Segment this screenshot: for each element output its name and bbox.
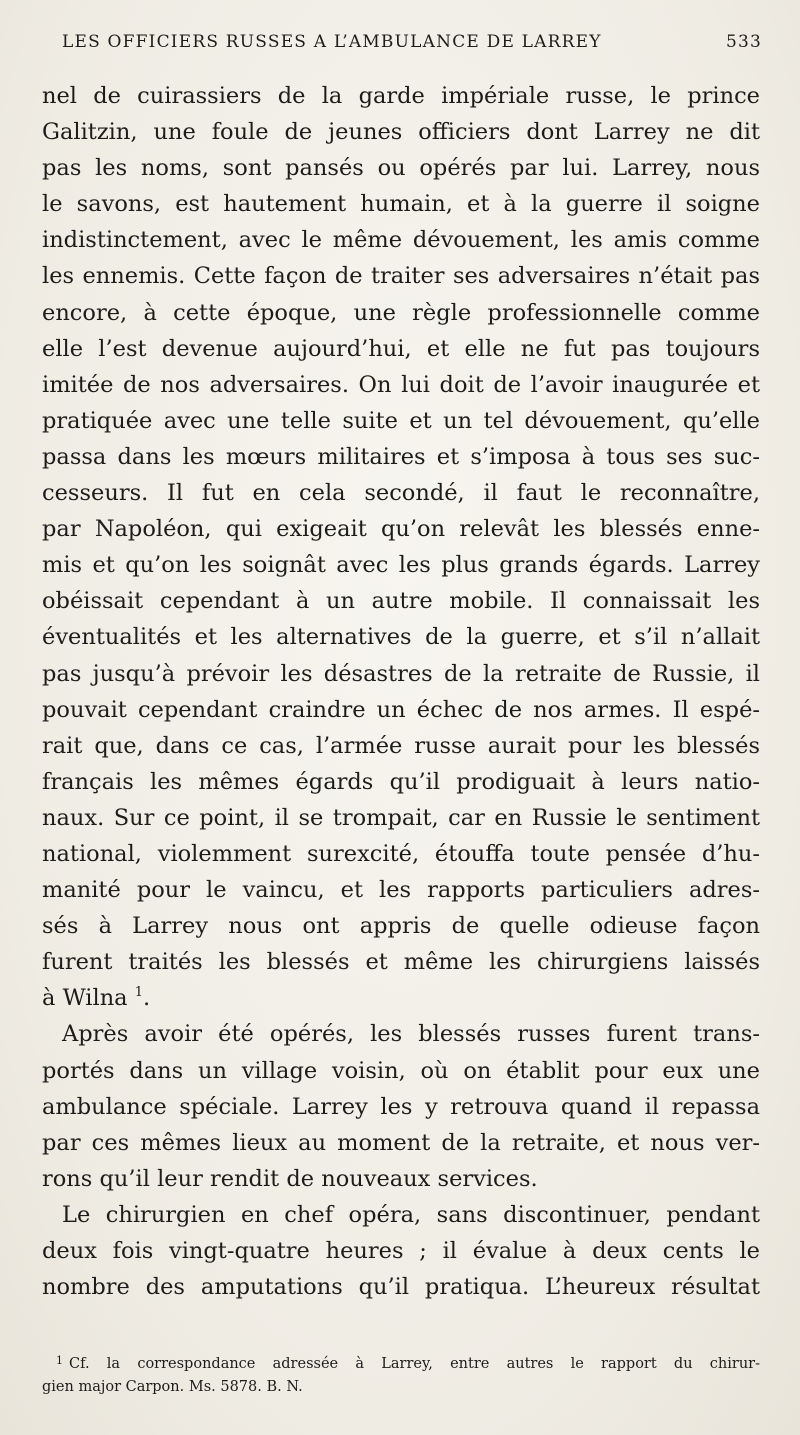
footnote-line: [42, 1347, 760, 1374]
footnote-marker: 1: [56, 1354, 63, 1367]
text-line: mis et qu’on les soignât avec les plus grands égards. Larrey: [42, 552, 760, 579]
text-line: furent traités les blessés et même les chirurgiens laissés: [42, 949, 760, 976]
text-line: ambulance spéciale. Larrey les y retrouva quand il repassa: [42, 1093, 760, 1120]
text-line-end: à Wilna: [42, 985, 128, 1012]
text-line: pas les noms, sont pansés ou opérés par lui. Larrey, nous: [42, 155, 760, 182]
text-line: rons qu’il leur rendit de nouveaux services.: [42, 1165, 538, 1192]
text-line: français les mêmes égards qu’il prodiguait à leurs natio-: [42, 768, 760, 795]
page-number: 533: [725, 32, 762, 52]
text-line: passa dans les mœurs militaires et s’imposa à tous ses suc-: [42, 443, 760, 470]
text-line: indistinctement, avec le même dévouement, les amis comme: [42, 227, 760, 254]
running-header: [62, 32, 762, 64]
text-line: deux fois vingt-quatre heures ; il évalue à deux cents le: [42, 1238, 760, 1264]
footnote-text: Cf. la correspondance adressée à Larrey, entre autres le rapport du chirur-: [69, 1356, 760, 1372]
text-line: pratiquée avec une telle suite et un tel dévouement, qu’elle: [42, 407, 760, 434]
text-line: national, violemment surexcité, étouffa toute pensée d’hu-: [42, 840, 760, 867]
text-line: sés à Larrey nous ont appris de quelle odieuse façon: [42, 913, 760, 940]
text-line: encore, à cette époque, une règle professionnelle comme: [42, 299, 760, 326]
paragraph-2: [42, 1016, 760, 1196]
text-line: les ennemis. Cette façon de traiter ses adversaires n’était pas: [42, 263, 760, 290]
text-line: rait que, dans ce cas, l’armée russe aurait pour les blessés: [42, 732, 760, 759]
text-line: pouvait cependant craindre un échec de nos armes. Il espé-: [42, 696, 760, 723]
text-line: Galitzin, une foule de jeunes officiers dont Larrey ne dit: [42, 119, 760, 146]
text-line: pas jusqu’à prévoir les désastres de la retraite de Russie, il: [42, 660, 760, 687]
paragraph-1: [42, 78, 760, 1016]
text-line: Après avoir été opérés, les blessés russes furent trans-: [62, 1021, 760, 1048]
text-line: portés dans un village voisin, où on établit pour eux une: [42, 1057, 760, 1084]
text-line: Le chirurgien en chef opéra, sans discontinuer, pendant: [62, 1201, 760, 1228]
text-line: imitée de nos adversaires. On lui doit de l’avoir inaugurée et: [42, 371, 760, 398]
text-line: obéissait cependant à un autre mobile. Il connaissait les: [42, 588, 760, 615]
body-text: [42, 78, 760, 1305]
text-line: naux. Sur ce point, il se trompait, car en Russie le sentiment: [42, 804, 760, 831]
text-line: éventualités et les alternatives de la guerre, et s’il n’allait: [42, 624, 760, 651]
text-line: cesseurs. Il fut en cela secondé, il faut le reconnaître,: [42, 480, 760, 507]
text-line: elle l’est devenue aujourd’hui, et elle ne fut pas toujours: [42, 335, 760, 362]
running-title: LES OFFICIERS RUSSES A L’AMBULANCE DE LARREY: [62, 32, 602, 52]
footnote-line: gien major Carpon. Ms. 5878. B. N.: [42, 1379, 303, 1395]
footnotes: [42, 1347, 760, 1401]
text-line: nel de cuirassiers de la garde impériale russe, le prince: [42, 83, 760, 109]
footnote-reference[interactable]: 1: [134, 985, 144, 1001]
text-line: par ces mêmes lieux au moment de la retraite, et nous ver-: [42, 1129, 760, 1156]
text-line: nombre des amputations qu’il pratiqua. L’heureux résultat: [42, 1274, 760, 1301]
text-line: le savons, est hautement humain, et à la guerre il soigne: [42, 191, 760, 218]
paragraph-3: [42, 1197, 760, 1305]
text-line: par Napoléon, qui exigeait qu’on relevât les blessés enne-: [42, 516, 760, 543]
text-line: manité pour le vaincu, et les rapports particuliers adres-: [42, 877, 760, 904]
text-line: à Wilna $^1$.: [42, 985, 151, 1012]
